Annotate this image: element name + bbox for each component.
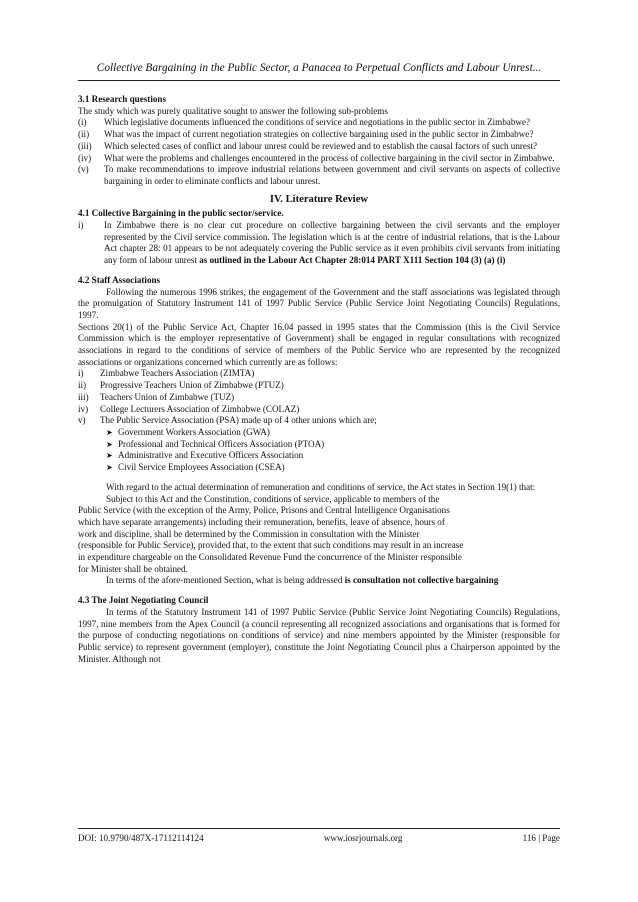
list-number: iv) — [78, 403, 89, 414]
psa-unions-list — [78, 427, 560, 474]
list-number: (ii) — [78, 129, 90, 140]
list-item — [78, 141, 560, 153]
quote-line: for Minister shall be obtained. — [78, 563, 188, 574]
section-4-3-title: 4.3 The Joint Negotiating Council — [78, 595, 209, 606]
arrow-bullet-icon: ➤ — [106, 451, 113, 461]
para-4-bold: is consultation not collective bargaining — [344, 575, 499, 586]
list-item — [78, 164, 560, 187]
section-3-1-title: 3.1 Research questions — [78, 94, 166, 104]
list-item — [78, 415, 560, 427]
list-number: ii) — [78, 380, 87, 391]
section-4-3-para-1: In terms of the Statutory Instrument 141 of 1997 Public Service (Public Service Joint Negotiating Councils) Regulations, 1997, nine members from the Apex Council (a council representing all recognized associations and organisations that is formed for the purpose of conducting negotiations on conditions of service) and nine members appointed by the Minister (responsible for Public service) to represent government (employer), constitute the Joint Negotiating Council plus a Chairperson appointed by the Minister. Although not — [78, 606, 560, 664]
associations-list — [78, 368, 560, 427]
list-text: What was the impact of current negotiation strategies on collective bargaining used in the public sector in Zimbabwe? — [104, 129, 534, 140]
section-4-2-para-2: Sections 20(1) of the Public Service Act, Chapter 16.04 passed in 1995 states that the Commission (this is the Civil Service Commission which is the employer representative of Government) shall be engaged in regular consultations with recognized associations in regard to the conditions of service of members of the Public Service who are represented by the recognized associations or organizations concerned which currently are as follows: — [78, 321, 560, 367]
quote-line: Subject to this Act and the Constitution, conditions of service, applicable to members of the — [106, 493, 440, 504]
list-text: Progressive Teachers Union of Zimbabwe (PTUZ) — [100, 380, 284, 391]
literature-review-heading: IV. Literature Review — [269, 193, 369, 205]
list-item — [78, 404, 560, 416]
list-number: iii) — [78, 391, 89, 402]
list-item — [78, 129, 560, 141]
list-text: College Lecturers Association of Zimbabwe (COLAZ) — [100, 403, 300, 414]
bullet-text: Government Workers Association (GWA) — [118, 426, 270, 437]
bullet-item — [106, 450, 560, 462]
arrow-bullet-icon: ➤ — [106, 427, 113, 437]
list-number: i) — [78, 368, 84, 379]
list-text: What were the problems and challenges encountered in the process of collective bargaining in the civil sector in Zimbabwe. — [104, 152, 555, 163]
list-text: Zimbabwe Teachers Association (ZIMTA) — [100, 368, 255, 379]
section-4-1-text — [104, 220, 560, 267]
section-4-2-para-3: With regard to the actual determination of remuneration and conditions of service, the Act states in Section 19(1) that: — [106, 481, 536, 492]
para-4-text: In terms of the afore-mentioned Section, what is being addressed — [106, 575, 343, 586]
list-item — [78, 153, 560, 165]
footer-website: www.iosrjournals.org — [323, 833, 403, 843]
list-text: To make recommendations to improve industrial relations between government and civil servants on aspects of collective bargaining in order to eliminate conflicts and labour unrest. — [104, 164, 560, 186]
list-text: The Public Service Association (PSA) made up of 4 other unions which are; — [100, 415, 377, 426]
bullet-text: Professional and Technical Officers Association (PTOA) — [118, 438, 325, 449]
bullet-text: Administrative and Executive Officers Association — [118, 450, 304, 461]
running-header: Collective Bargaining in the Public Sector, a Panacea to Perpetual Conflicts and Labour Unrest... — [78, 62, 560, 81]
arrow-bullet-icon: ➤ — [106, 439, 113, 449]
list-item — [78, 392, 560, 404]
footer-doi: DOI: 10.9790/487X-17112114124 — [78, 833, 204, 843]
quote-line: work and discipline, shall be determined by the Commission in consultation with the Minister — [78, 528, 420, 539]
quote-line: in expenditure chargeable on the Consolidated Revenue Fund the concurrence of the Minister responsible — [78, 552, 462, 563]
list-number: (iii) — [78, 140, 92, 151]
page-footer — [78, 828, 560, 843]
list-item — [78, 380, 560, 392]
list-number: (iv) — [78, 152, 92, 163]
quote-line: Public Service (with the exception of the Army, Police, Prisons and Central Intelligence Organisations — [78, 505, 450, 516]
act-quotation — [78, 494, 560, 576]
list-number: v) — [78, 415, 86, 426]
bullet-text: Civil Service Employees Association (CSEA) — [118, 462, 285, 473]
footer-page-number: 116 | Page — [522, 833, 560, 843]
section-4-1-bold: as outlined in the Labour Act Chapter 28:014 PART X111 Section 104 (3) (a) (i) — [199, 255, 506, 266]
section-4-2-title: 4.2 Staff Associations — [78, 274, 161, 285]
list-item — [78, 117, 560, 129]
arrow-bullet-icon: ➤ — [106, 463, 113, 473]
list-item — [78, 368, 560, 380]
research-questions-list — [78, 117, 560, 187]
list-number: i) — [78, 220, 84, 231]
section-4-1-body: In Zimbabwe there is no clear cut procedure on collective bargaining between the civil servants and the employer represented by the Civil service commission. The legislation which is at the centre of industrial relations, that is the Labour Act chapter 28: 01 appears to be not adequately covering the Public service as it even prohibits civil servants from initiating any form of labour unrest — [104, 220, 560, 266]
section-4-2-para-4 — [78, 575, 560, 587]
section-4-2-para-1: Following the numerous 1996 strikes, the engagement of the Government and the staff associations was legislated through the promulgation of Statutory Instrument 141 of 1997 Public Service (Public Service Joint Negotiating Councils) Regulations, 1997. — [78, 286, 560, 320]
list-number: (i) — [78, 117, 87, 128]
list-text: Teachers Union of Zimbabwe (TUZ) — [100, 391, 235, 402]
list-number: (v) — [78, 164, 89, 175]
page-body — [78, 94, 560, 665]
section-4-1-item — [78, 220, 560, 267]
bullet-item — [106, 462, 560, 474]
section-4-1-title: 4.1 Collective Bargaining in the public sector/service. — [78, 208, 284, 219]
bullet-item — [106, 427, 560, 439]
bullet-item — [106, 439, 560, 451]
list-text: Which selected cases of conflict and labour unrest could be reviewed and to establish the causal factors of such unrest? — [104, 140, 538, 151]
quote-line: (responsible for Public Service), provided that, to the extent that such conditions may result in an increase — [78, 540, 464, 551]
section-3-1-intro: The study which was purely qualitative sought to answer the following sub-problems — [78, 105, 388, 116]
quote-line: which have separate arrangements) including their remuneration, benefits, leave of absence, hours of — [78, 516, 445, 527]
list-text: Which legislative documents influenced the conditions of service and negotiations in the public sector in Zimbabwe? — [104, 117, 531, 128]
